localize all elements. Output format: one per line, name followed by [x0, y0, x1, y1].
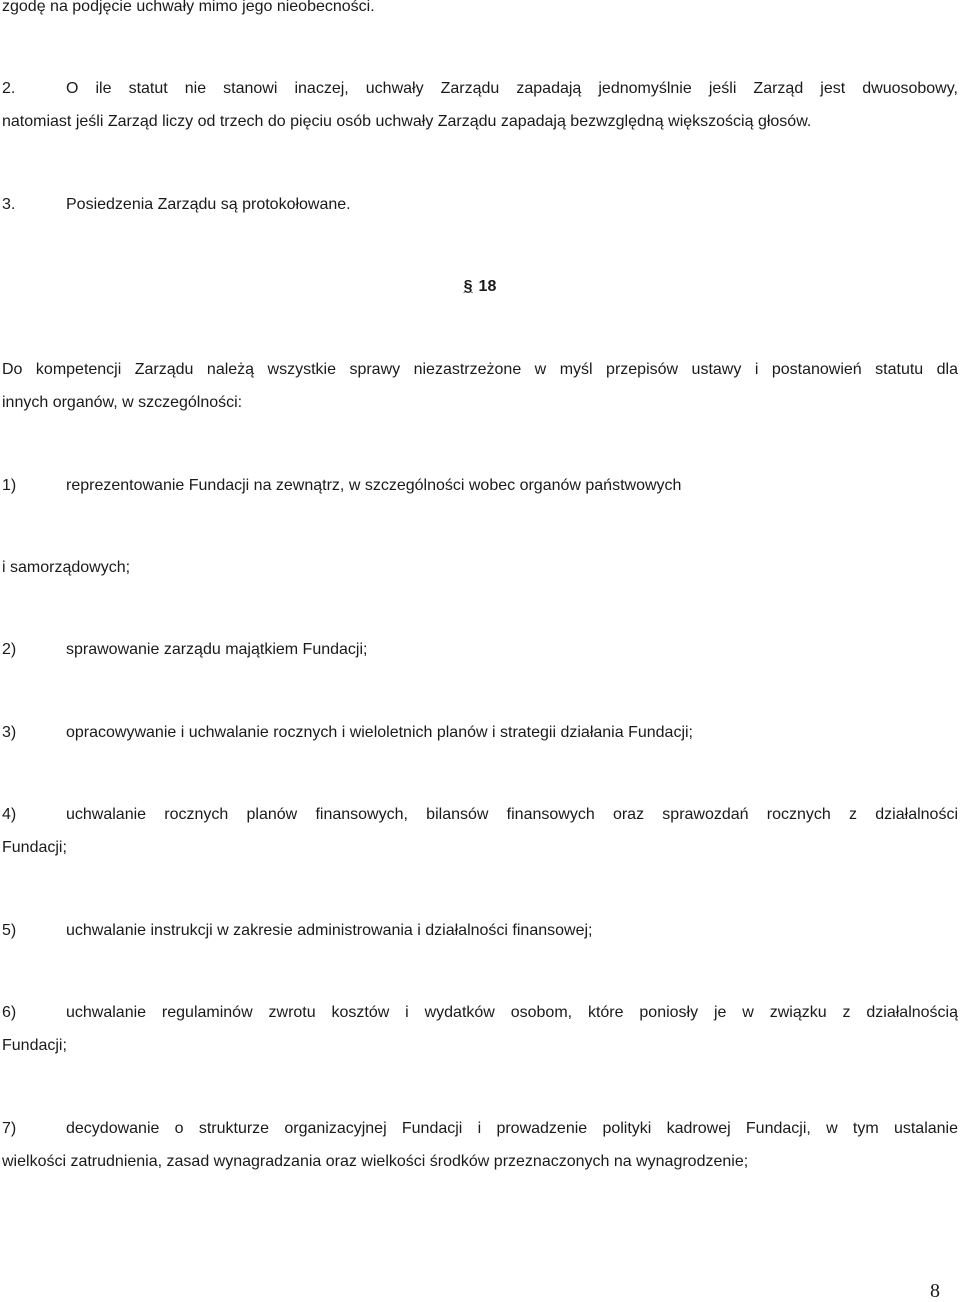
list-item-number: 7)	[2, 1120, 17, 1137]
list-item-5	[2, 921, 958, 941]
paragraph-2-line-1	[2, 79, 958, 99]
list-item-6-continuation: Fundacji;	[2, 1037, 67, 1054]
list-item-text: uchwalanie rocznych planów finansowych, bilansów finansowych oraz sprawozdań rocznych z działalności	[66, 806, 958, 823]
section-heading	[0, 277, 960, 297]
paragraph-3-text: Posiedzenia Zarządu są protokołowane.	[66, 196, 351, 213]
intro-line-2: innych organów, w szczególności:	[2, 394, 243, 411]
paragraph-2-text-line-1: O ile statut nie stanowi inaczej, uchwały Zarządu zapadają jednomyślnie jeśli Zarząd jest dwuosobowy,	[66, 80, 958, 97]
list-item-text: reprezentowanie Fundacji na zewnątrz, w szczególności wobec organów państwowych	[66, 477, 682, 494]
continuation-line: zgodę na podjęcie uchwały mimo jego nieobecności.	[2, 0, 375, 15]
list-item-text: uchwalanie regulaminów zwrotu kosztów i wydatków osobom, które poniosły je w związku z działalnością	[66, 1004, 958, 1021]
section-symbol: §	[463, 278, 473, 295]
list-item-text: decydowanie o strukturze organizacyjnej Fundacji i prowadzenie polityki kadrowej Fundacji, w tym ustalanie	[66, 1120, 958, 1137]
list-item-7-continuation: wielkości zatrudnienia, zasad wynagradzania oraz wielkości środków przeznaczonych na wynagrodzenie;	[2, 1153, 749, 1170]
list-item-4	[2, 805, 958, 825]
list-item-number: 2)	[2, 641, 17, 658]
list-item-1	[2, 476, 958, 496]
paragraph-3-number: 3.	[2, 196, 16, 213]
paragraph-3	[2, 195, 958, 215]
list-item-2	[2, 640, 958, 660]
list-item-number: 5)	[2, 922, 17, 939]
list-item-1-continuation: i samorządowych;	[2, 559, 131, 576]
list-item-6	[2, 1003, 958, 1023]
list-item-text: opracowywanie i uchwalanie rocznych i wieloletnich planów i strategii działania Fundacji;	[66, 724, 693, 741]
list-item-number: 4)	[2, 806, 17, 823]
list-item-text: uchwalanie instrukcji w zakresie administrowania i działalności finansowej;	[66, 922, 593, 939]
list-item-3	[2, 723, 958, 743]
list-item-number: 3)	[2, 724, 17, 741]
list-item-number: 1)	[2, 477, 17, 494]
list-item-7	[2, 1119, 958, 1139]
list-item-number: 6)	[2, 1004, 17, 1021]
intro-line-1: Do kompetencji Zarządu należą wszystkie sprawy niezastrzeżone w myśl przepisów ustawy i postanowień statutu dla	[2, 361, 958, 378]
section-number: 18	[478, 278, 497, 295]
paragraph-2-number: 2.	[2, 80, 16, 97]
list-item-text: sprawowanie zarządu majątkiem Fundacji;	[66, 641, 368, 658]
list-item-4-continuation: Fundacji;	[2, 839, 67, 856]
page-number: 8	[930, 1280, 940, 1302]
paragraph-2-text-line-2: natomiast jeśli Zarząd liczy od trzech do pięciu osób uchwały Zarządu zapadają bezwzględną większością głosów.	[2, 113, 812, 130]
